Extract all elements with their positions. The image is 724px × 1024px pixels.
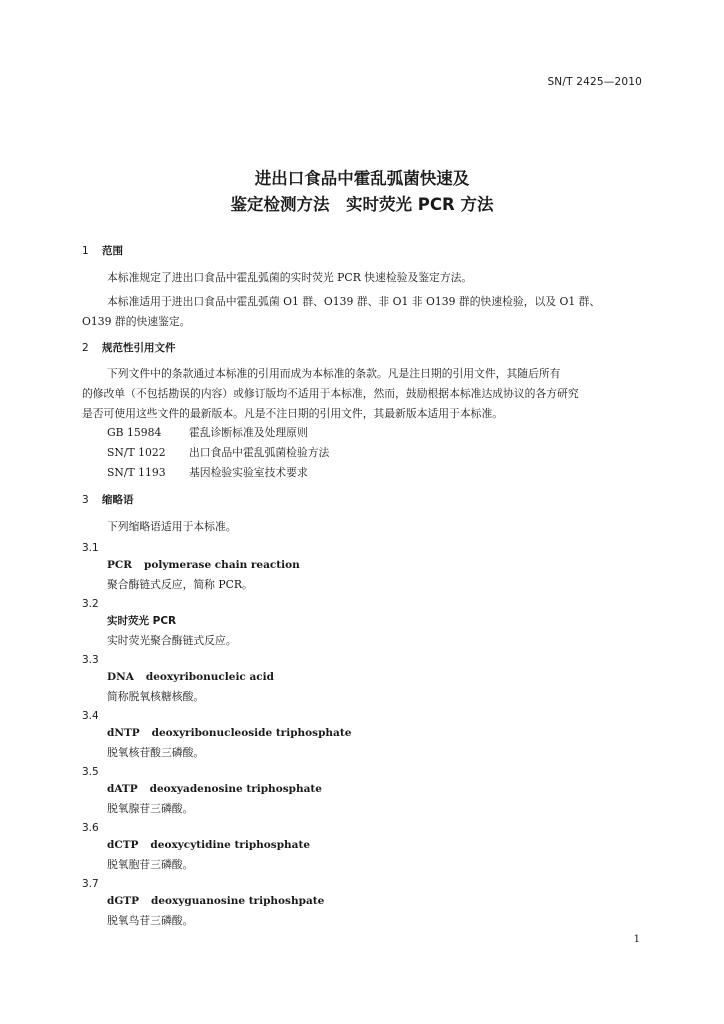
normative-reference [107,446,329,460]
title-line-1: 进出口食品中霍乱弧菌快速及 [254,169,470,188]
term-full-name: deoxyadenosine triphosphate [149,783,322,795]
section-3-heading [82,493,134,507]
term-definition: 脱氧腺苷三磷酸。 [107,802,194,815]
section-number: 2 [82,342,89,354]
section-number: 3 [82,494,89,506]
reference-code: SN/T 1193 [107,466,166,479]
term-entry [107,782,322,796]
paragraph-continuation: 是否可使用这些文件的最新版本。凡是不注日期的引用文件，其最新版本适用于本标准。 [82,407,504,420]
term-number: 3.5 [82,766,99,778]
paragraph: 下列缩略语适用于本标准。 [107,520,237,533]
term-entry [107,558,300,572]
term-definition: 脱氧胞苷三磷酸。 [107,858,194,871]
term-abbreviation: dNTP [107,727,140,739]
reference-title: 基因检验实验室技术要求 [189,466,308,479]
term-entry [107,894,324,908]
term-number: 3.7 [82,878,99,890]
term-definition: 脱氧核苷酸三磷酸。 [107,746,205,759]
paragraph: 本标准规定了进出口食品中霍乱弧菌的实时荧光 PCR 快速检验及鉴定方法。 [107,271,473,284]
term-abbreviation: dCTP [107,839,139,851]
term-number: 3.1 [82,542,99,554]
term-full-name: deoxycytidine triphosphate [150,839,311,851]
term-definition: 简称脱氧核糖核酸。 [107,690,205,703]
term-entry [107,670,274,684]
term-number: 3.4 [82,710,99,722]
standard-number: SN/T 2425—2010 [547,76,642,88]
section-title: 范围 [102,245,123,257]
term-number: 3.6 [82,822,99,834]
term-definition: 脱氧鸟苷三磷酸。 [107,914,194,927]
term-abbreviation: dATP [107,783,138,795]
term-entry: 实时荧光 PCR [107,615,177,627]
normative-reference [107,466,308,480]
document-title [0,166,724,218]
paragraph-continuation: O139 群的快速鉴定。 [82,315,191,328]
term-full-name: polymerase chain reaction [143,559,300,571]
page-number: 1 [633,934,640,945]
term-abbreviation: PCR [107,559,132,571]
normative-reference [107,426,308,440]
section-title: 规范性引用文件 [102,342,176,354]
term-full-name: deoxyribonucleoside triphosphate [151,727,352,739]
term-full-name: deoxyguanosine triphoshpate [151,895,325,907]
term-definition: 聚合酶链式反应，简称 PCR。 [107,578,253,591]
reference-title: 霍乱诊断标准及处理原则 [189,426,308,439]
reference-code: SN/T 1022 [107,446,166,459]
term-number: 3.2 [82,598,99,610]
term-abbreviation: DNA [107,671,134,683]
term-entry [107,838,310,852]
term-definition: 实时荧光聚合酶链式反应。 [107,634,237,647]
paragraph-continuation: 的修改单（不包括勘误的内容）或修订版均不适用于本标准，然而，鼓励根据本标准达成协议的各方研究 [82,387,579,400]
reference-code: GB 15984 [107,426,162,439]
section-1-heading [82,244,123,258]
term-entry [107,726,351,740]
section-number: 1 [82,245,89,257]
title-line-2: 鉴定检测方法 实时荧光 PCR 方法 [230,195,494,214]
section-title: 缩略语 [102,494,134,506]
reference-title: 出口食品中霍乱弧菌检验方法 [189,446,330,459]
term-number: 3.3 [82,654,99,666]
paragraph: 下列文件中的条款通过本标准的引用而成为本标准的条款。凡是注日期的引用文件，其随后所有 [107,367,561,380]
term-abbreviation: dGTP [107,895,140,907]
paragraph: 本标准适用于进出口食品中霍乱弧菌 O1 群、O139 群、非 O1 非 O139 群的快速检验，以及 O1 群、 [107,295,601,308]
section-2-heading [82,341,176,355]
term-full-name: deoxyribonucleic acid [145,671,275,683]
